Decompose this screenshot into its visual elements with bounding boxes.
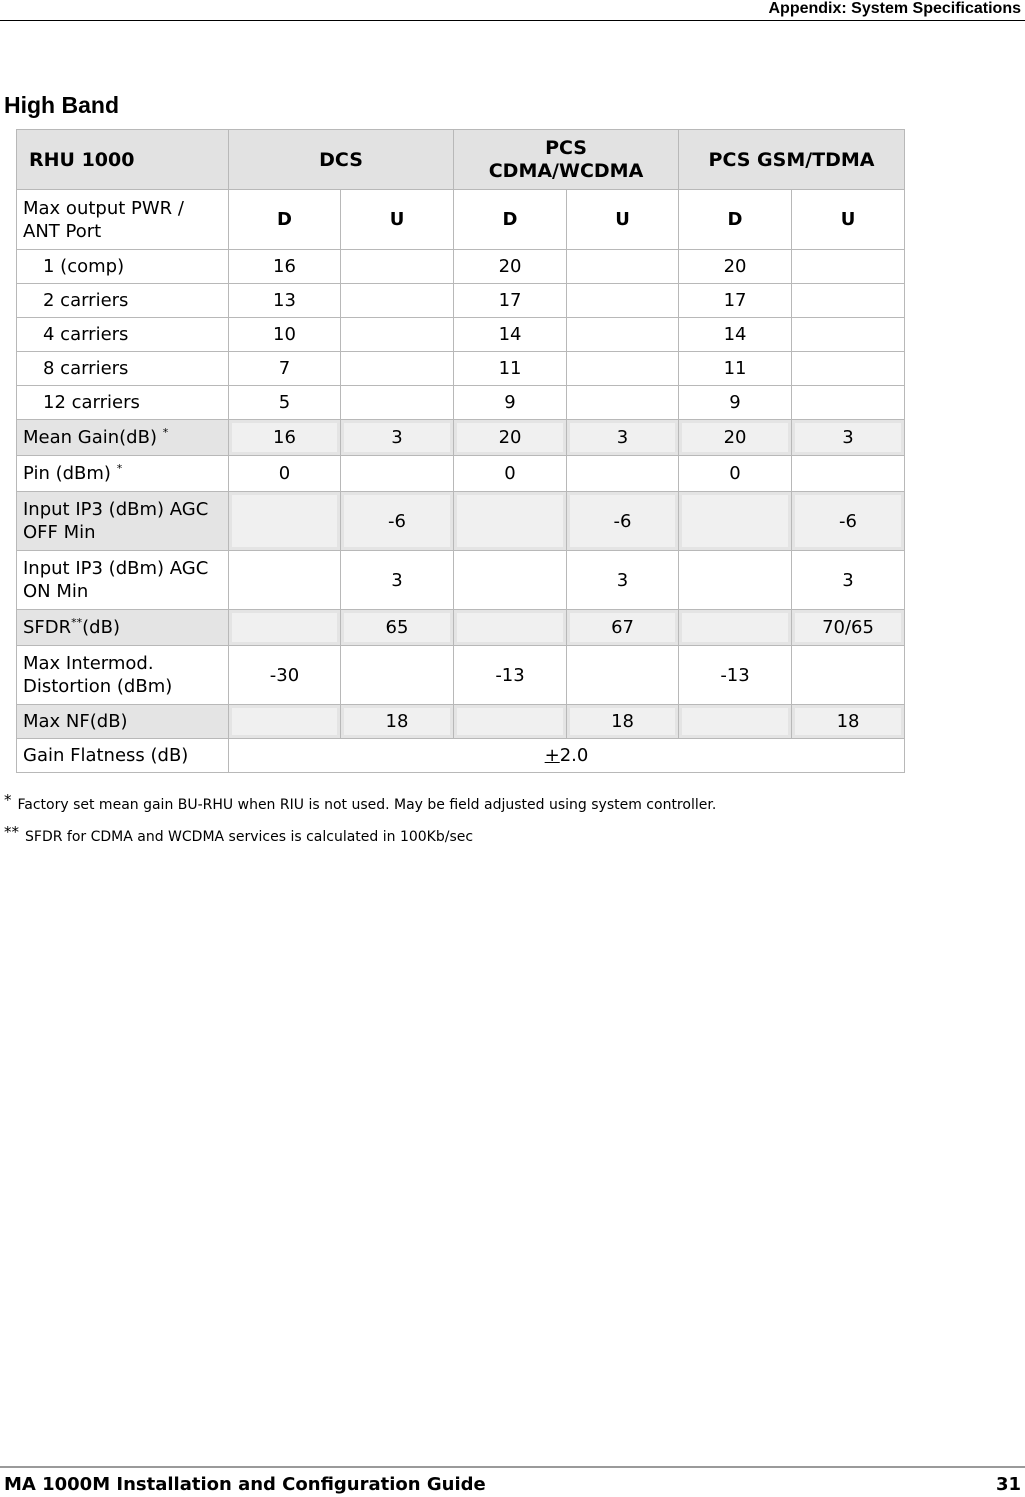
row-label <box>17 456 229 492</box>
cell <box>679 610 792 646</box>
footer-divider <box>0 1466 1025 1468</box>
subheader-label-line2: ANT Port <box>23 220 102 242</box>
page-number: 31 <box>995 1474 1021 1495</box>
cell <box>792 352 905 386</box>
table-subheader-row <box>17 190 905 250</box>
footnote <box>4 823 473 845</box>
cell: 16 <box>229 420 341 456</box>
pcs-cdma-u-header: U <box>567 190 679 250</box>
row-label <box>17 551 229 610</box>
cell: 5 <box>229 386 341 420</box>
cell: -13 <box>454 646 567 705</box>
cell: 18 <box>567 705 679 739</box>
row-label: Max NF(dB) <box>17 705 229 739</box>
col-header-pcs-cdma <box>454 130 679 190</box>
cell <box>792 456 905 492</box>
cell <box>341 646 454 705</box>
cell: -30 <box>229 646 341 705</box>
table-row <box>17 352 905 386</box>
row-label-text: Pin (dBm) <box>23 463 111 484</box>
cell <box>792 646 905 705</box>
row-label-line2: Distortion (dBm) <box>23 676 173 697</box>
cell: 20 <box>454 250 567 284</box>
cell <box>679 705 792 739</box>
pcs-gsm-u-header: U <box>792 190 905 250</box>
spec-table <box>16 129 905 773</box>
cell <box>341 318 454 352</box>
header-divider <box>0 20 1025 21</box>
cell: 14 <box>679 318 792 352</box>
cell <box>454 610 567 646</box>
cell: -6 <box>792 492 905 551</box>
cell: 7 <box>229 352 341 386</box>
table-row <box>17 646 905 705</box>
cell <box>229 492 341 551</box>
cell: 3 <box>792 551 905 610</box>
row-label <box>17 646 229 705</box>
cell: 18 <box>792 705 905 739</box>
footnote-marker: ** <box>4 823 19 841</box>
row-label-line2: OFF Min <box>23 522 96 543</box>
cell: 9 <box>454 386 567 420</box>
gain-flatness-number: 2.0 <box>559 745 589 766</box>
cell: 3 <box>567 551 679 610</box>
footnote-marker: * <box>162 426 169 439</box>
cell: 0 <box>454 456 567 492</box>
row-label: 1 (comp) <box>17 250 229 284</box>
table-row <box>17 739 905 773</box>
row-label <box>17 190 229 250</box>
dcs-d-header: D <box>229 190 341 250</box>
col-header-rhu: RHU 1000 <box>17 130 229 190</box>
cell: 17 <box>679 284 792 318</box>
row-label-line1: Max Intermod. <box>23 653 154 674</box>
cell: 70/65 <box>792 610 905 646</box>
plus-minus-sign: + <box>544 745 560 766</box>
cell <box>341 352 454 386</box>
cell: 65 <box>341 610 454 646</box>
table-header-row <box>17 130 905 190</box>
cell <box>792 318 905 352</box>
row-label: 2 carriers <box>17 284 229 318</box>
pcs-cdma-d-header: D <box>454 190 567 250</box>
row-label: 8 carriers <box>17 352 229 386</box>
cell <box>454 492 567 551</box>
cell: 18 <box>341 705 454 739</box>
row-label-text: Mean Gain(dB) <box>23 427 157 448</box>
cell <box>229 705 341 739</box>
cell: 17 <box>454 284 567 318</box>
col-header-pcs-line2: CDMA/WCDMA <box>488 159 644 182</box>
cell: 3 <box>341 420 454 456</box>
cell: -6 <box>567 492 679 551</box>
row-label <box>17 610 229 646</box>
cell <box>341 250 454 284</box>
row-label-suffix: (dB) <box>82 617 120 638</box>
pcs-gsm-d-header: D <box>679 190 792 250</box>
cell: 11 <box>454 352 567 386</box>
cell <box>567 318 679 352</box>
cell <box>341 386 454 420</box>
table-row <box>17 250 905 284</box>
cell: 13 <box>229 284 341 318</box>
row-label-text: SFDR <box>23 617 72 638</box>
table-row <box>17 386 905 420</box>
cell <box>229 551 341 610</box>
table-row <box>17 492 905 551</box>
footnote-marker: * <box>4 791 12 809</box>
section-title: High Band <box>4 92 119 118</box>
cell <box>341 456 454 492</box>
cell <box>567 386 679 420</box>
col-header-dcs: DCS <box>229 130 454 190</box>
cell <box>454 551 567 610</box>
table-row <box>17 610 905 646</box>
cell: 9 <box>679 386 792 420</box>
table-row <box>17 284 905 318</box>
footnote-marker: * <box>116 462 123 475</box>
table-row <box>17 705 905 739</box>
row-label-line1: Input IP3 (dBm) AGC <box>23 558 209 579</box>
cell: 3 <box>792 420 905 456</box>
table-row <box>17 551 905 610</box>
cell <box>567 456 679 492</box>
subheader-label-line1: Max output PWR / <box>23 197 184 219</box>
row-label: 4 carriers <box>17 318 229 352</box>
running-header: Appendix: System Specifications <box>768 0 1021 17</box>
cell: -13 <box>679 646 792 705</box>
cell <box>679 492 792 551</box>
footnote-marker: ** <box>71 616 83 629</box>
table-row <box>17 456 905 492</box>
cell: 67 <box>567 610 679 646</box>
dcs-u-header: U <box>341 190 454 250</box>
footer-title: MA 1000M Installation and Configuration Guide <box>4 1474 486 1495</box>
cell <box>454 705 567 739</box>
cell: 20 <box>454 420 567 456</box>
cell: -6 <box>341 492 454 551</box>
cell <box>567 284 679 318</box>
cell: 0 <box>229 456 341 492</box>
gain-flatness-value <box>229 739 905 773</box>
cell: 0 <box>679 456 792 492</box>
row-label <box>17 492 229 551</box>
cell <box>567 352 679 386</box>
footnote-text: SFDR for CDMA and WCDMA services is calculated in 100Kb/sec <box>25 829 474 845</box>
col-header-pcs-line1: PCS <box>545 136 587 159</box>
cell: 10 <box>229 318 341 352</box>
cell <box>792 284 905 318</box>
cell <box>229 610 341 646</box>
table-row <box>17 318 905 352</box>
footnote <box>4 791 716 813</box>
cell: 16 <box>229 250 341 284</box>
cell: 11 <box>679 352 792 386</box>
cell <box>567 646 679 705</box>
cell <box>567 250 679 284</box>
cell: 3 <box>341 551 454 610</box>
footnote-text: Factory set mean gain BU-RHU when RIU is not used. May be field adjusted using system controller. <box>17 797 717 813</box>
cell: 20 <box>679 250 792 284</box>
cell <box>341 284 454 318</box>
table-row <box>17 420 905 456</box>
cell <box>792 386 905 420</box>
cell <box>792 250 905 284</box>
cell <box>679 551 792 610</box>
cell: 3 <box>567 420 679 456</box>
row-label: 12 carriers <box>17 386 229 420</box>
row-label: Gain Flatness (dB) <box>17 739 229 773</box>
col-header-pcs-gsm: PCS GSM/TDMA <box>679 130 905 190</box>
cell: 20 <box>679 420 792 456</box>
row-label-line2: ON Min <box>23 581 89 602</box>
row-label <box>17 420 229 456</box>
cell: 14 <box>454 318 567 352</box>
row-label-line1: Input IP3 (dBm) AGC <box>23 499 209 520</box>
